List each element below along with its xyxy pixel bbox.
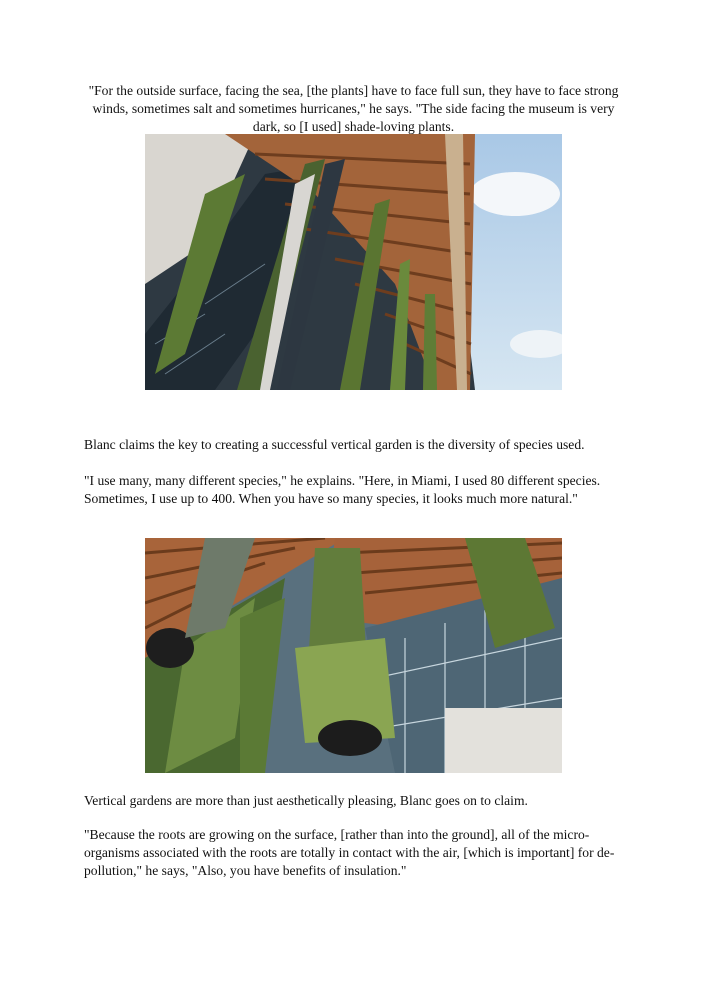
quote-paragraph-species: "I use many, many different species," he explains. "Here, in Miami, I used 80 different species. Sometimes, I use up to 400. When you have so many species, it looks much more natural." <box>84 473 601 506</box>
paragraph-key-claim: Blanc claims the key to creating a successful vertical garden is the diversity of species used. <box>84 437 585 452</box>
photo-hanging-garden-pods <box>145 538 562 773</box>
paragraph-aesthetic-claim: Vertical gardens are more than just aesthetically pleasing, Blanc goes on to claim. <box>84 793 528 808</box>
quote-paragraph-sun-wind: "For the outside surface, facing the sea, [the plants] have to face full sun, they have to face strong winds, sometimes salt and sometimes hurricanes," he says. "The side facing the museum is very dark, so [I used] shade-loving plants. <box>88 83 619 134</box>
photo-vertical-garden-columns <box>145 134 562 390</box>
quote-paragraph-roots: "Because the roots are growing on the surface, [rather than into the ground], all of the micro-organisms associated with the roots are totally in contact with the air, [which is important] for de-pollution," he says, "Also, you have benefits of insulation." <box>84 827 615 878</box>
